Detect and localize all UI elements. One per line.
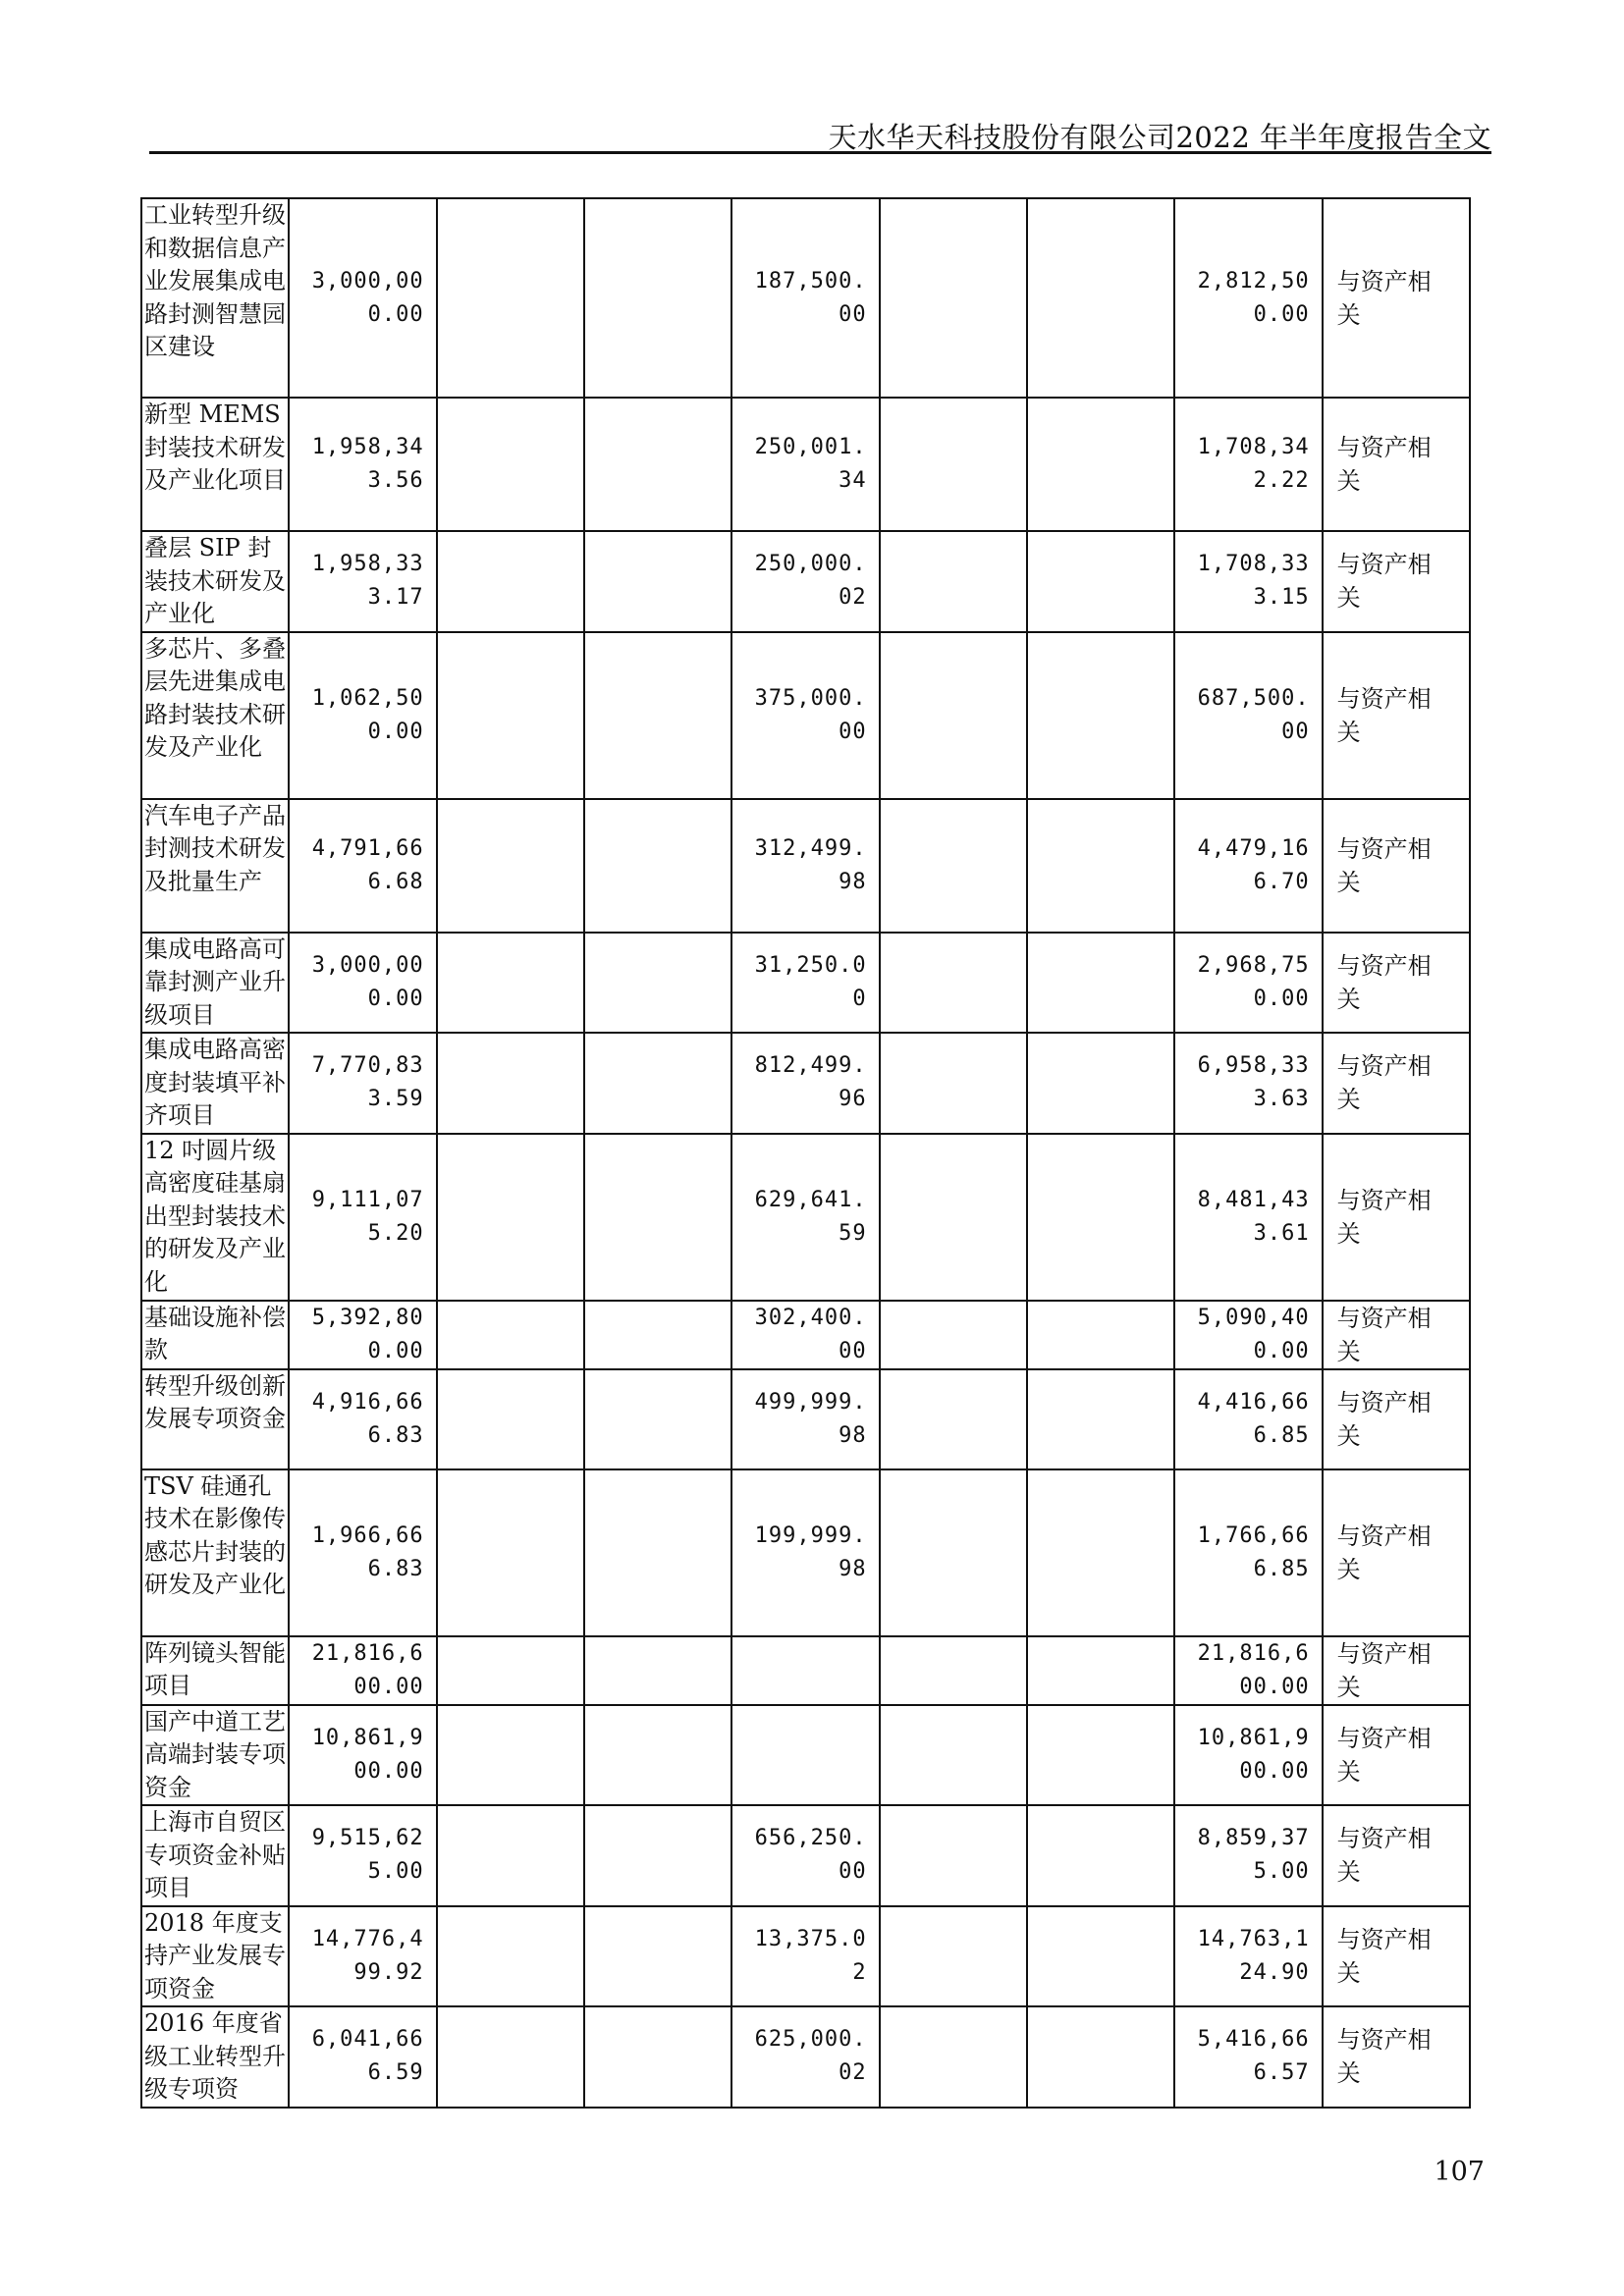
asset-or-income-related-text: 与资产相关 [1336,551,1432,613]
cost-offset-cell [880,198,1027,398]
table-row [141,933,1470,1034]
to-other-income-cell [731,799,879,933]
grant-item-text: TSV 硅通孔技术在影像传感芯片封装的研发及产业化 [144,1471,286,1598]
to-non-operating-income-cell [584,531,731,632]
opening-balance-text: 4,791,666.68 [311,835,424,894]
opening-balance-cell [289,1301,436,1369]
asset-or-income-related-cell [1323,2006,1470,2108]
opening-balance-text: 1,958,333.17 [311,552,424,611]
asset-or-income-related-text: 与资产相关 [1336,434,1432,495]
to-non-operating-income-cell [584,1705,731,1806]
opening-balance-cell [289,1636,436,1705]
report-header-title: 天水华天科技股份有限公司2022 年半年度报告全文 [828,121,1491,154]
to-other-income-cell [731,1469,879,1636]
opening-balance-text: 21,816,600.00 [311,1640,424,1699]
grant-item-cell [141,1705,289,1806]
asset-or-income-related-cell [1323,1805,1470,1906]
other-changes-cell [1027,1469,1174,1636]
opening-balance-cell [289,1705,436,1806]
grant-item-text: 12 吋圆片级高密度硅基扇出型封装技术的研发及产业化 [144,1136,286,1296]
cost-offset-cell [880,1033,1027,1134]
closing-balance-text: 14,763,124.90 [1197,1926,1310,1985]
asset-or-income-related-cell [1323,1033,1470,1134]
cost-offset-cell [880,1805,1027,1906]
closing-balance-text: 6,958,333.63 [1197,1053,1310,1112]
opening-balance-text: 6,041,666.59 [311,2027,424,2086]
to-other-income-text: 812,499.96 [754,1053,867,1112]
new-subsidy-cell [437,933,584,1034]
to-non-operating-income-cell [584,1636,731,1705]
other-changes-cell [1027,632,1174,799]
table-row [141,198,1470,398]
to-other-income-text: 499,999.98 [754,1389,867,1448]
asset-or-income-related-text: 与资产相关 [1336,1925,1432,1987]
grant-item-cell [141,933,289,1034]
opening-balance-cell [289,1134,436,1301]
to-other-income-text: 302,400.00 [754,1305,867,1363]
opening-balance-cell [289,1033,436,1134]
to-non-operating-income-cell [584,1369,731,1469]
asset-or-income-related-cell [1323,198,1470,398]
grant-item-cell [141,198,289,398]
grant-item-text: 阵列镜头智能项目 [144,1638,286,1699]
opening-balance-text: 4,916,666.83 [311,1389,424,1448]
opening-balance-cell [289,531,436,632]
grant-item-text: 转型升级创新发展专项资金 [144,1371,286,1432]
table-row [141,799,1470,933]
other-changes-cell [1027,1636,1174,1705]
new-subsidy-cell [437,1369,584,1469]
to-non-operating-income-cell [584,632,731,799]
grant-item-text: 集成电路高可靠封测产业升级项目 [144,934,286,1029]
opening-balance-text: 10,861,900.00 [311,1725,424,1784]
to-other-income-cell [731,933,879,1034]
opening-balance-cell [289,198,436,398]
closing-balance-text: 21,816,600.00 [1197,1640,1310,1699]
new-subsidy-cell [437,1705,584,1806]
closing-balance-text: 4,479,166.70 [1197,835,1310,894]
closing-balance-cell [1174,1134,1322,1301]
to-non-operating-income-cell [584,398,731,531]
grant-item-text: 叠层 SIP 封装技术研发及产业化 [144,534,286,627]
asset-or-income-related-cell [1323,1906,1470,2007]
to-other-income-text: 656,250.00 [754,1826,867,1885]
closing-balance-text: 5,090,400.00 [1197,1305,1310,1363]
to-other-income-text: 199,999.98 [754,1522,867,1581]
other-changes-cell [1027,933,1174,1034]
new-subsidy-cell [437,1134,584,1301]
cost-offset-cell [880,632,1027,799]
opening-balance-cell [289,1469,436,1636]
to-other-income-cell [731,1705,879,1806]
table-row [141,1636,1470,1705]
to-other-income-text: 13,375.02 [754,1926,867,1985]
to-non-operating-income-cell [584,1134,731,1301]
grant-item-cell [141,1805,289,1906]
grant-item-cell [141,1636,289,1705]
to-non-operating-income-cell [584,799,731,933]
to-other-income-cell [731,1301,879,1369]
closing-balance-cell [1174,799,1322,933]
cost-offset-cell [880,1134,1027,1301]
closing-balance-cell [1174,1033,1322,1134]
opening-balance-text: 7,770,833.59 [311,1053,424,1112]
grant-item-text: 国产中道工艺高端封装专项资金 [144,1707,286,1801]
asset-or-income-related-text: 与资产相关 [1336,1522,1432,1583]
table-row [141,1705,1470,1806]
asset-or-income-related-text: 与资产相关 [1336,1724,1432,1786]
asset-or-income-related-cell [1323,1301,1470,1369]
table-row [141,1469,1470,1636]
closing-balance-cell [1174,933,1322,1034]
grant-item-text: 新型 MEMS 封装技术研发及产业化项目 [144,400,286,494]
grant-item-text: 基础设施补偿款 [144,1303,286,1363]
grant-item-cell [141,1134,289,1301]
asset-or-income-related-text: 与资产相关 [1336,1639,1432,1701]
asset-or-income-related-cell [1323,1636,1470,1705]
other-changes-cell [1027,1369,1174,1469]
cost-offset-cell [880,799,1027,933]
asset-or-income-related-text: 与资产相关 [1336,1304,1432,1365]
asset-or-income-related-text: 与资产相关 [1336,1388,1432,1450]
opening-balance-text: 9,515,625.00 [311,1826,424,1885]
to-other-income-text: 375,000.00 [754,685,867,744]
grant-item-cell [141,632,289,799]
opening-balance-cell [289,1805,436,1906]
table-row [141,1369,1470,1469]
to-non-operating-income-cell [584,933,731,1034]
table-row [141,398,1470,531]
asset-or-income-related-cell [1323,1705,1470,1806]
to-non-operating-income-cell [584,1033,731,1134]
closing-balance-text: 2,968,750.00 [1197,952,1310,1011]
to-other-income-cell [731,1369,879,1469]
cost-offset-cell [880,1469,1027,1636]
grant-item-cell [141,2006,289,2108]
closing-balance-cell [1174,1301,1322,1369]
closing-balance-text: 10,861,900.00 [1197,1725,1310,1784]
other-changes-cell [1027,1301,1174,1369]
to-other-income-text: 250,000.02 [754,552,867,611]
opening-balance-text: 3,000,000.00 [311,268,424,327]
table-row [141,2006,1470,2108]
grant-item-text: 集成电路高密度封装填平补齐项目 [144,1036,286,1129]
to-other-income-cell [731,1134,879,1301]
closing-balance-text: 5,416,666.57 [1197,2027,1310,2086]
to-other-income-text: 187,500.00 [754,268,867,327]
new-subsidy-cell [437,2006,584,2108]
new-subsidy-cell [437,632,584,799]
cost-offset-cell [880,1301,1027,1369]
new-subsidy-cell [437,1906,584,2007]
new-subsidy-cell [437,198,584,398]
closing-balance-cell [1174,1469,1322,1636]
table-row [141,1301,1470,1369]
to-other-income-cell [731,398,879,531]
new-subsidy-cell [437,1469,584,1636]
opening-balance-cell [289,1369,436,1469]
new-subsidy-cell [437,1033,584,1134]
asset-or-income-related-text: 与资产相关 [1336,1825,1432,1887]
to-other-income-text: 625,000.02 [754,2027,867,2086]
asset-or-income-related-cell [1323,799,1470,933]
grant-item-cell [141,1469,289,1636]
cost-offset-cell [880,1906,1027,2007]
table-row [141,531,1470,632]
table-row [141,632,1470,799]
cost-offset-cell [880,1636,1027,1705]
table-row [141,1134,1470,1301]
new-subsidy-cell [437,1805,584,1906]
asset-or-income-related-text: 与资产相关 [1336,1186,1432,1248]
opening-balance-text: 14,776,499.92 [311,1926,424,1985]
grant-item-text: 工业转型升级和数据信息产业发展集成电路封测智慧园区建设 [144,201,286,360]
other-changes-cell [1027,1033,1174,1134]
asset-or-income-related-text: 与资产相关 [1336,951,1432,1013]
grant-item-text: 2018 年度支持产业发展专项资金 [144,1908,286,2002]
asset-or-income-related-cell [1323,398,1470,531]
closing-balance-text: 1,708,333.15 [1197,552,1310,611]
grant-item-text: 上海市自贸区专项资金补贴项目 [144,1808,286,1901]
closing-balance-cell [1174,531,1322,632]
closing-balance-text: 2,812,500.00 [1197,268,1310,327]
closing-balance-text: 8,481,433.61 [1197,1187,1310,1246]
opening-balance-text: 3,000,000.00 [311,952,424,1011]
to-other-income-text: 250,001.34 [754,435,867,493]
grant-item-cell [141,799,289,933]
closing-balance-cell [1174,1705,1322,1806]
asset-or-income-related-text: 与资产相关 [1336,684,1432,746]
new-subsidy-cell [437,531,584,632]
opening-balance-cell [289,398,436,531]
table-row [141,1805,1470,1906]
asset-or-income-related-cell [1323,632,1470,799]
to-other-income-cell [731,632,879,799]
asset-or-income-related-text: 与资产相关 [1336,267,1432,329]
asset-or-income-related-text: 与资产相关 [1336,2026,1432,2088]
grant-item-cell [141,1033,289,1134]
closing-balance-cell [1174,2006,1322,2108]
opening-balance-text: 1,062,500.00 [311,685,424,744]
opening-balance-cell [289,799,436,933]
to-other-income-text: 312,499.98 [754,835,867,894]
grant-item-text: 多芯片、多叠层先进集成电路封装技术研发及产业化 [144,634,286,761]
opening-balance-text: 1,958,343.56 [311,435,424,493]
table-row [141,1906,1470,2007]
other-changes-cell [1027,198,1174,398]
closing-balance-cell [1174,398,1322,531]
other-changes-cell [1027,398,1174,531]
to-non-operating-income-cell [584,1469,731,1636]
new-subsidy-cell [437,1636,584,1705]
opening-balance-cell [289,933,436,1034]
closing-balance-text: 8,859,375.00 [1197,1826,1310,1885]
new-subsidy-cell [437,398,584,531]
closing-balance-text: 4,416,666.85 [1197,1389,1310,1448]
other-changes-cell [1027,1906,1174,2007]
to-other-income-text: 31,250.00 [754,952,867,1011]
cost-offset-cell [880,933,1027,1034]
asset-or-income-related-cell [1323,531,1470,632]
other-changes-cell [1027,799,1174,933]
grant-item-text: 2016 年度省级工业转型升级专项资 [144,2009,286,2103]
to-non-operating-income-cell [584,198,731,398]
asset-or-income-related-text: 与资产相关 [1336,834,1432,896]
to-other-income-cell [731,1805,879,1906]
other-changes-cell [1027,2006,1174,2108]
opening-balance-text: 1,966,666.83 [311,1522,424,1581]
closing-balance-text: 1,766,666.85 [1197,1522,1310,1581]
to-other-income-cell [731,198,879,398]
cost-offset-cell [880,398,1027,531]
header-divider [149,151,1491,154]
grant-item-cell [141,1369,289,1469]
to-other-income-cell [731,531,879,632]
asset-or-income-related-cell [1323,933,1470,1034]
closing-balance-cell [1174,198,1322,398]
cost-offset-cell [880,2006,1027,2108]
grant-item-cell [141,398,289,531]
to-non-operating-income-cell [584,2006,731,2108]
closing-balance-cell [1174,1906,1322,2007]
to-other-income-cell [731,1636,879,1705]
opening-balance-text: 5,392,800.00 [311,1305,424,1363]
opening-balance-cell [289,632,436,799]
to-other-income-cell [731,1033,879,1134]
asset-or-income-related-text: 与资产相关 [1336,1052,1432,1114]
to-other-income-cell [731,1906,879,2007]
closing-balance-cell [1174,632,1322,799]
to-other-income-text: 629,641.59 [754,1187,867,1246]
cost-offset-cell [880,531,1027,632]
asset-or-income-related-cell [1323,1134,1470,1301]
grant-item-text: 汽车电子产品封测技术研发及批量生产 [144,801,286,895]
other-changes-cell [1027,1805,1174,1906]
asset-or-income-related-cell [1323,1369,1470,1469]
closing-balance-cell [1174,1369,1322,1469]
to-non-operating-income-cell [584,1906,731,2007]
grant-item-cell [141,1301,289,1369]
to-other-income-cell [731,2006,879,2108]
cost-offset-cell [880,1705,1027,1806]
table-row [141,1033,1470,1134]
asset-or-income-related-cell [1323,1469,1470,1636]
to-non-operating-income-cell [584,1805,731,1906]
table-body [141,198,1470,2108]
new-subsidy-cell [437,799,584,933]
government-grant-table [140,197,1471,2109]
opening-balance-text: 9,111,075.20 [311,1187,424,1246]
other-changes-cell [1027,1134,1174,1301]
closing-balance-cell [1174,1805,1322,1906]
closing-balance-cell [1174,1636,1322,1705]
page-number: 107 [1434,2157,1485,2187]
closing-balance-text: 687,500.00 [1197,685,1310,744]
opening-balance-cell [289,2006,436,2108]
grant-item-cell [141,531,289,632]
other-changes-cell [1027,531,1174,632]
closing-balance-text: 1,708,342.22 [1197,435,1310,493]
new-subsidy-cell [437,1301,584,1369]
other-changes-cell [1027,1705,1174,1806]
to-non-operating-income-cell [584,1301,731,1369]
grant-item-cell [141,1906,289,2007]
opening-balance-cell [289,1906,436,2007]
cost-offset-cell [880,1369,1027,1469]
